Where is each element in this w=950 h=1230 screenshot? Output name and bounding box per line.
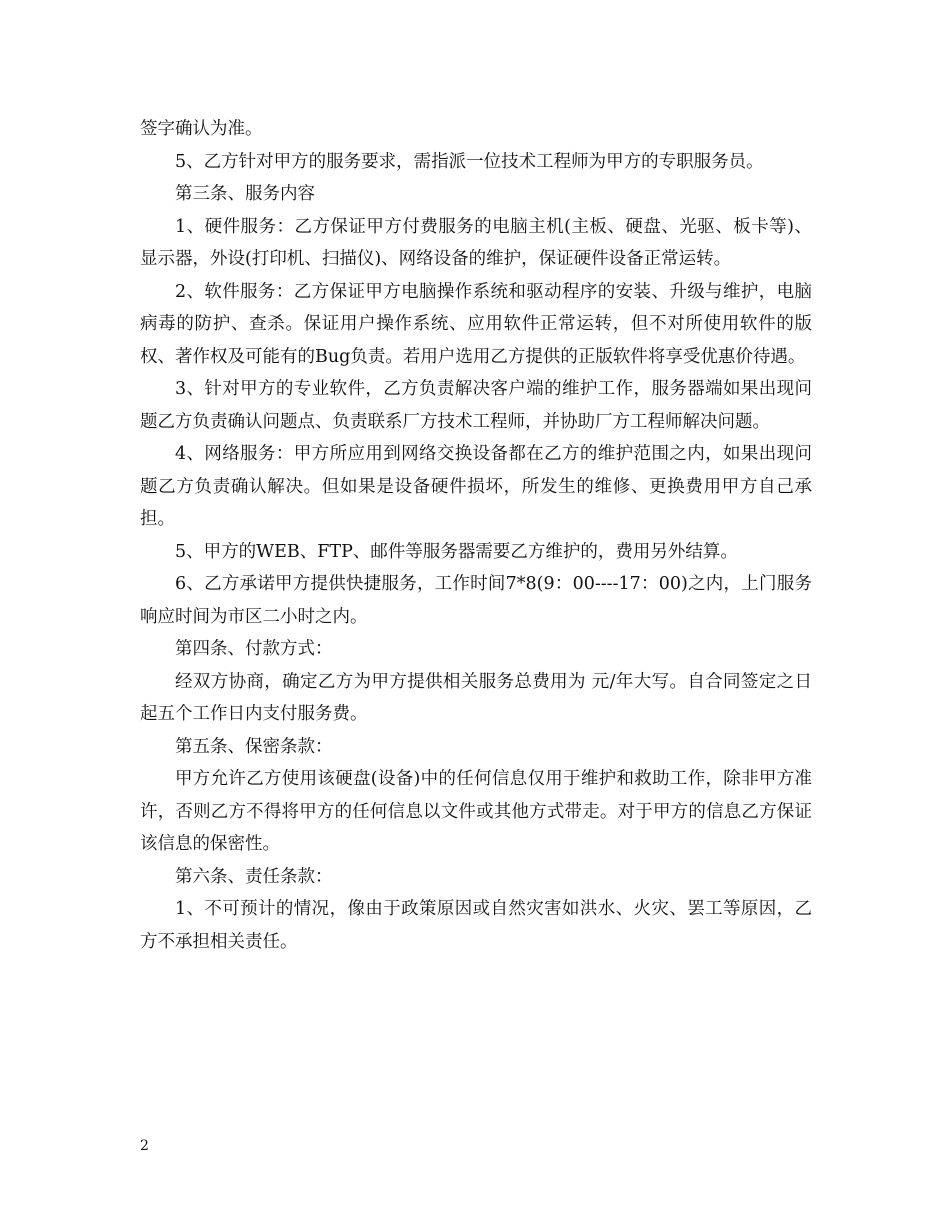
paragraph-software-service: 2、软件服务：乙方保证甲方电脑操作系统和驱动程序的安装、升级与维护，电脑病毒的防护、查杀。保证用户操作系统、应用软件正常运转，但不对所使用软件的版权、著作权及可能有的Bug负责。若用户选用乙方提供的正版软件将享受优惠价待遇。 xyxy=(140,281,812,367)
paragraph-confidentiality: 甲方允许乙方使用该硬盘(设备)中的任何信息仅用于维护和救助工作，除非甲方准许，否则乙方不得将甲方的任何信息以文件或其他方式带走。对于甲方的信息乙方保证该信息的保密性。 xyxy=(140,769,812,854)
paragraph-force-majeure: 1、不可预计的情况，像由于政策原因或自然灾害如洪水、火灾、罢工等原因，乙方不承担相关责任。 xyxy=(140,899,812,952)
paragraph-network-service: 4、网络服务：甲方所应用到网络交换设备都在乙方的维护范围之内，如果出现问题乙方负责确认解决。但如果是设备硬件损坏，所发生的维修、更换费用甲方自己承担。 xyxy=(140,444,812,529)
heading-article-4: 第四条、付款方式： xyxy=(175,639,333,659)
paragraph-clause-2-5: 5、乙方针对甲方的服务要求，需指派一位技术工程师为甲方的专职服务员。 xyxy=(175,151,764,172)
heading-article-5: 第五条、保密条款： xyxy=(175,736,333,757)
page-number: 2 xyxy=(140,1138,149,1154)
paragraph-payment: 经双方协商，确定乙方为甲方提供相关服务总费用为 元/年大写。自合同签定之日起五个工作日内支付服务费。 xyxy=(140,671,812,724)
paragraph-hardware-service: 1、硬件服务：乙方保证甲方付费服务的电脑主机(主板、硬盘、光驱、板卡等)、显示器，外设(打印机、扫描仪)、网络设备的维护，保证硬件设备正常运转。 xyxy=(140,216,812,269)
heading-article-3: 第三条、服务内容 xyxy=(175,184,315,204)
paragraph-professional-software: 3、针对甲方的专业软件，乙方负责解决客户端的维护工作，服务器端如果出现问题乙方负责确认问题点、负责联系厂方技术工程师，并协助厂方工程师解决问题。 xyxy=(140,379,812,432)
document-body xyxy=(140,113,812,958)
heading-article-6: 第六条、责任条款： xyxy=(175,866,333,887)
paragraph-service-hours: 6、乙方承诺甲方提供快捷服务，工作时间7*8(9：00----17：00)之内，上门服务响应时间为市区二小时之内。 xyxy=(140,574,812,627)
paragraph-server-maintenance: 5、甲方的WEB、FTP、邮件等服务器需要乙方维护的，费用另外结算。 xyxy=(175,541,738,562)
paragraph-continuation: 签字确认为准。 xyxy=(140,119,263,139)
